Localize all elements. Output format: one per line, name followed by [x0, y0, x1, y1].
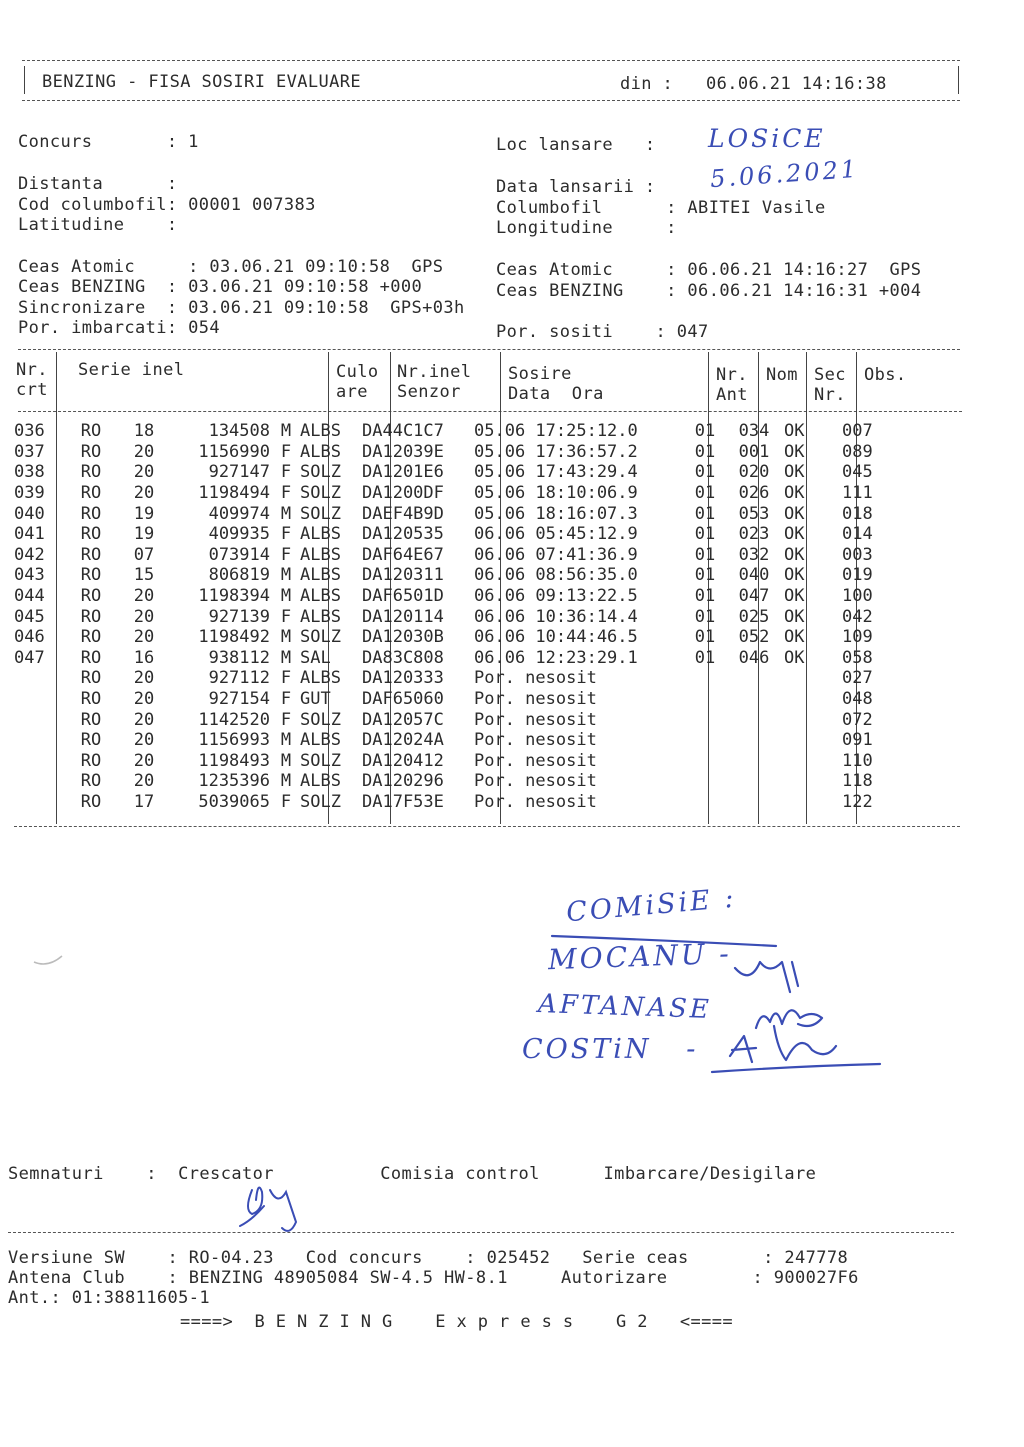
antenna-number: 01 [694, 503, 716, 524]
ring-year: 20 [133, 668, 155, 689]
sex-marker: F [280, 689, 292, 710]
sex-marker: M [280, 647, 292, 668]
row-number: 044 [14, 586, 45, 607]
table-row [14, 730, 912, 751]
color-code: ALBS [300, 544, 341, 565]
observation: 091 [842, 730, 873, 751]
security-status: OK [784, 421, 805, 442]
sex-marker: M [280, 730, 292, 751]
security-status [778, 771, 834, 792]
ring-number: 806819 [208, 565, 270, 586]
table-row [14, 462, 912, 483]
ring-year: 20 [133, 730, 155, 751]
table-row [14, 792, 912, 813]
ring-year: 20 [133, 771, 155, 792]
observation: 109 [842, 627, 873, 648]
ring-year: 19 [133, 503, 155, 524]
ring-number: 073914 [208, 544, 270, 565]
nominated-number: 047 [738, 586, 770, 607]
ring-number: 938112 [208, 647, 270, 668]
color-code: SOLZ [300, 791, 341, 812]
ring-year: 20 [133, 462, 155, 483]
security-status: OK [784, 483, 805, 504]
ring-number: 1198494 [198, 483, 270, 504]
antenna-number [680, 689, 730, 710]
ring-year: 20 [133, 750, 155, 771]
ring-number: 1198394 [198, 586, 270, 607]
table-row [14, 524, 912, 545]
table-row [14, 627, 912, 648]
ring-number: 5039065 [198, 791, 270, 812]
ring-number: 927112 [208, 668, 270, 689]
nominated-number [730, 751, 778, 772]
longitudine-line: Longitudine : [496, 218, 677, 238]
header-right-bar [958, 66, 959, 94]
color-code: ALBS [300, 565, 341, 586]
antenna-number: 01 [694, 586, 716, 607]
sex-marker: M [280, 750, 292, 771]
nominated-number [730, 792, 778, 813]
ring-number: 1156990 [198, 441, 270, 462]
security-status [778, 668, 834, 689]
sensor-id: DA120296 [362, 771, 444, 792]
table-row [14, 648, 912, 669]
ring-year: 20 [133, 483, 155, 504]
security-status: OK [784, 565, 805, 586]
row-number: 046 [14, 627, 45, 648]
country-code: RO [80, 586, 102, 607]
col-header-nom: Nom [766, 365, 798, 385]
table-row [14, 689, 912, 710]
commission-title: COMiSiE : [564, 882, 738, 929]
sensor-id: DA83C808 [362, 647, 444, 668]
color-code: GUT [300, 689, 331, 710]
sex-marker: M [280, 586, 292, 607]
arrival-time: 05.06 17:36:57.2 [474, 441, 638, 462]
ring-year: 19 [133, 524, 155, 545]
row-number: 047 [14, 647, 45, 668]
arrival-time: 06.06 05:45:12.9 [474, 524, 638, 545]
ring-number: 927154 [208, 689, 270, 710]
ring-year: 20 [133, 627, 155, 648]
observation: 100 [842, 586, 873, 607]
concurs-line: Concurs : 1 [18, 132, 199, 152]
sensor-id: DA120333 [362, 668, 444, 689]
ring-number: 1142520 [198, 709, 270, 730]
clock-left-2: Ceas BENZING : 03.06.21 09:10:58 +000 [18, 277, 423, 297]
antenna-number [680, 668, 730, 689]
observation: 058 [842, 647, 873, 668]
observation: 042 [842, 606, 873, 627]
arrival-time: 06.06 08:56:35.0 [474, 565, 638, 586]
nominated-number [730, 771, 778, 792]
sensor-id: DA44C1C7 [362, 421, 444, 442]
nominated-number: 052 [738, 627, 770, 648]
nominated-number: 046 [738, 647, 770, 668]
table-row [14, 586, 912, 607]
sex-marker: F [280, 483, 292, 504]
ring-year: 20 [133, 606, 155, 627]
observation: 003 [842, 544, 873, 565]
antenna-number: 01 [694, 421, 716, 442]
clock-right-1: Ceas Atomic : 06.06.21 14:16:27 GPS [496, 260, 922, 280]
ring-year: 20 [133, 441, 155, 462]
nominated-number: 053 [738, 503, 770, 524]
row-number [14, 709, 56, 730]
sex-marker: M [280, 771, 292, 792]
sex-marker: F [280, 668, 292, 689]
observation: 118 [842, 771, 873, 792]
loc-lansare-line: Loc lansare : [496, 135, 656, 155]
country-code: RO [80, 544, 102, 565]
antenna-number [680, 751, 730, 772]
ring-number: 927147 [208, 462, 270, 483]
arrival-time: Por. nesosit [474, 668, 597, 689]
arrival-time: Por. nesosit [474, 730, 597, 751]
ring-year: 20 [133, 586, 155, 607]
nominated-number: 026 [738, 483, 770, 504]
color-code: SAL [300, 647, 331, 668]
row-number: 045 [14, 606, 45, 627]
row-number [14, 730, 56, 751]
sensor-id: DAF6501D [362, 586, 444, 607]
sensor-id: DAF65060 [362, 689, 444, 710]
antenna-number: 01 [694, 441, 716, 462]
observation: 027 [842, 668, 873, 689]
color-code: ALBS [300, 421, 341, 442]
arrival-time: 06.06 10:44:46.5 [474, 627, 638, 648]
country-code: RO [80, 647, 102, 668]
country-code: RO [80, 524, 102, 545]
table-row [14, 503, 912, 524]
observation: 072 [842, 709, 873, 730]
col-header-secnr: Sec Nr. [814, 365, 846, 405]
col-header-serie: Serie inel [78, 360, 185, 380]
sensor-id: DA120412 [362, 750, 444, 771]
security-status [778, 689, 834, 710]
nominated-number: 040 [738, 565, 770, 586]
security-status [778, 709, 834, 730]
ring-number: 1235396 [198, 771, 270, 792]
ring-year: 07 [133, 544, 155, 565]
observation: 019 [842, 565, 873, 586]
arrival-time: 05.06 17:43:29.4 [474, 462, 638, 483]
arrival-time: 06.06 07:41:36.9 [474, 544, 638, 565]
security-status: OK [784, 524, 805, 545]
columbofil-line: Columbofil : ABITEI Vasile [496, 198, 826, 218]
header-top-rule [22, 60, 960, 61]
col-header-obs: Obs. [864, 365, 907, 385]
color-code: SOLZ [300, 462, 341, 483]
color-code: SOLZ [300, 709, 341, 730]
report-title: BENZING - FISA SOSIRI EVALUARE [42, 72, 362, 92]
sensor-id: DA1201E6 [362, 462, 444, 483]
observation: 111 [842, 483, 873, 504]
country-code: RO [80, 750, 102, 771]
country-code: RO [80, 606, 102, 627]
sositi-line: Por. sositi : 047 [496, 322, 709, 342]
footer-line-2: Antena Club : BENZING 48905084 SW-4.5 HW-8.1 Autorizare : 900027F6 [8, 1268, 859, 1288]
sex-marker: F [280, 544, 292, 565]
data-lansarii-handwritten: 5.06.2021 [709, 154, 860, 194]
sex-marker: M [280, 627, 292, 648]
arrival-time: Por. nesosit [474, 771, 597, 792]
table-row [14, 668, 912, 689]
row-number [14, 668, 56, 689]
ring-year: 18 [133, 421, 155, 442]
table-row [14, 771, 912, 792]
ring-number: 927139 [208, 606, 270, 627]
security-status: OK [784, 441, 805, 462]
color-code: ALBS [300, 730, 341, 751]
antenna-number: 01 [694, 544, 716, 565]
commission-member-1: MOCANU - [547, 936, 733, 977]
commission-member-3: COSTiN - [522, 1034, 699, 1065]
row-number [14, 792, 56, 813]
row-number [14, 771, 56, 792]
table-row [14, 606, 912, 627]
antenna-number: 01 [694, 606, 716, 627]
security-status: OK [784, 586, 805, 607]
country-code: RO [80, 668, 102, 689]
sex-marker: F [280, 441, 292, 462]
row-number [14, 751, 56, 772]
sex-marker: F [280, 709, 292, 730]
table-row [14, 545, 912, 566]
clock-left-3: Sincronizare : 03.06.21 09:10:58 GPS+03h [18, 298, 465, 318]
antenna-number: 01 [694, 647, 716, 668]
country-code: RO [80, 565, 102, 586]
nominated-number: 001 [738, 441, 770, 462]
nominated-number: 034 [738, 421, 770, 442]
security-status: OK [784, 627, 805, 648]
row-number: 043 [14, 565, 45, 586]
color-code: ALBS [300, 586, 341, 607]
imbarcati-line: Por. imbarcati: 054 [18, 318, 221, 338]
clock-right-2: Ceas BENZING : 06.06.21 14:16:31 +004 [496, 281, 922, 301]
nominated-number: 025 [738, 606, 770, 627]
color-code: ALBS [300, 524, 341, 545]
antenna-number [680, 730, 730, 751]
sex-marker: M [280, 421, 292, 442]
nominated-number [730, 689, 778, 710]
ring-year: 16 [133, 647, 155, 668]
country-code: RO [80, 441, 102, 462]
ring-number: 134508 [208, 421, 270, 442]
table-bottom-rule [14, 826, 960, 827]
color-code: SOLZ [300, 503, 341, 524]
antenna-number: 01 [694, 483, 716, 504]
antenna-number: 01 [694, 627, 716, 648]
arrival-time: 05.06 17:25:12.0 [474, 421, 638, 442]
din-label: din : [620, 74, 674, 94]
signature-3 [712, 1026, 880, 1072]
security-status: OK [784, 647, 805, 668]
loc-lansare-handwritten: LOSiCE [708, 124, 826, 153]
commission-member-2: AFTANASE [537, 988, 713, 1026]
signatures-line: Semnaturi : Crescator Comisia control Imbarcare/Desigilare [8, 1164, 817, 1184]
country-code: RO [80, 627, 102, 648]
arrival-time: Por. nesosit [474, 791, 597, 812]
sensor-id: DA120114 [362, 606, 444, 627]
data-lansarii-line: Data lansarii : [496, 177, 656, 197]
row-number: 037 [14, 441, 45, 462]
sex-marker: F [280, 791, 292, 812]
antenna-number [680, 771, 730, 792]
color-code: SOLZ [300, 750, 341, 771]
observation: 007 [842, 421, 873, 442]
crescator-signature [240, 1188, 296, 1231]
antenna-number: 01 [694, 524, 716, 545]
row-number: 039 [14, 483, 45, 504]
security-status [778, 730, 834, 751]
country-code: RO [80, 503, 102, 524]
nominated-number: 023 [738, 524, 770, 545]
arrival-time: 05.06 18:10:06.9 [474, 483, 638, 504]
cod-columbofil-line: Cod columbofil: 00001 007383 [18, 195, 316, 215]
footer-line-1: Versiune SW : RO-04.23 Cod concurs : 025452 Serie ceas : 247778 [8, 1248, 849, 1268]
observation: 018 [842, 503, 873, 524]
header-left-bar [24, 66, 25, 94]
ring-year: 20 [133, 709, 155, 730]
security-status: OK [784, 462, 805, 483]
antenna-number: 01 [694, 565, 716, 586]
signature-1 [735, 962, 798, 992]
arrivals-table [14, 421, 912, 812]
security-status [778, 751, 834, 772]
country-code: RO [80, 421, 102, 442]
color-code: ALBS [300, 606, 341, 627]
arrival-time: Por. nesosit [474, 689, 597, 710]
arrival-time: 05.06 18:16:07.3 [474, 503, 638, 524]
clock-left-1: Ceas Atomic : 03.06.21 09:10:58 GPS [18, 257, 444, 277]
signature-2 [756, 1010, 822, 1028]
color-code: ALBS [300, 668, 341, 689]
security-status: OK [784, 503, 805, 524]
country-code: RO [80, 730, 102, 751]
sensor-id: DA120535 [362, 524, 444, 545]
sex-marker: M [280, 503, 292, 524]
table-row [14, 421, 912, 442]
nominated-number: 020 [738, 462, 770, 483]
sex-marker: F [280, 606, 292, 627]
col-header-nrant: Nr. Ant [716, 365, 748, 405]
col-header-culoare: Culo are [336, 362, 379, 402]
country-code: RO [80, 483, 102, 504]
observation: 048 [842, 689, 873, 710]
ring-number: 1156993 [198, 730, 270, 751]
sex-marker: F [280, 462, 292, 483]
nominated-number: 032 [738, 544, 770, 565]
color-code: ALBS [300, 771, 341, 792]
header-bottom-rule [22, 100, 960, 101]
nominated-number [730, 668, 778, 689]
row-number: 038 [14, 462, 45, 483]
nominated-number [730, 709, 778, 730]
ring-number: 1198492 [198, 627, 270, 648]
sex-marker: F [280, 524, 292, 545]
country-code: RO [80, 771, 102, 792]
color-code: SOLZ [300, 483, 341, 504]
ring-year: 20 [133, 689, 155, 710]
col-header-sosire: Sosire Data Ora [508, 364, 604, 404]
antenna-number: 01 [694, 462, 716, 483]
table-header-rule [18, 411, 962, 412]
sensor-id: DAF64E67 [362, 544, 444, 565]
footer-rule [8, 1232, 954, 1233]
ring-year: 15 [133, 565, 155, 586]
antenna-number [680, 792, 730, 813]
country-code: RO [80, 791, 102, 812]
arrival-time: Por. nesosit [474, 750, 597, 771]
observation: 089 [842, 441, 873, 462]
table-top-rule [18, 349, 960, 350]
ring-year: 17 [133, 791, 155, 812]
sensor-id: DA1200DF [362, 483, 444, 504]
smudge-mark [34, 956, 62, 964]
observation: 014 [842, 524, 873, 545]
ring-number: 409974 [208, 503, 270, 524]
row-number: 036 [14, 421, 45, 442]
row-number: 041 [14, 524, 45, 545]
row-number: 042 [14, 544, 45, 565]
color-code: ALBS [300, 441, 341, 462]
security-status: OK [784, 544, 805, 565]
sex-marker: M [280, 565, 292, 586]
report-datetime: 06.06.21 14:16:38 [706, 74, 887, 94]
latitudine-line: Latitudine : [18, 215, 178, 235]
security-status: OK [784, 606, 805, 627]
color-code: SOLZ [300, 627, 341, 648]
row-number [14, 689, 56, 710]
sensor-id: DA12030B [362, 627, 444, 648]
footer-line-3: Ant.: 01:38811605-1 [8, 1288, 211, 1308]
sensor-id: DA12057C [362, 709, 444, 730]
col-header-nrinel: Nr.inel Senzor [397, 362, 472, 402]
observation: 110 [842, 750, 873, 771]
arrival-time: 06.06 10:36:14.4 [474, 606, 638, 627]
antenna-number [680, 709, 730, 730]
nominated-number [730, 730, 778, 751]
ring-number: 409935 [208, 524, 270, 545]
table-row [14, 442, 912, 463]
table-row [14, 709, 912, 730]
sensor-id: DA12039E [362, 441, 444, 462]
observation: 045 [842, 462, 873, 483]
country-code: RO [80, 689, 102, 710]
table-row [14, 483, 912, 504]
sensor-id: DA12024A [362, 730, 444, 751]
ring-number: 1198493 [198, 750, 270, 771]
security-status [778, 792, 834, 813]
sensor-id: DA17F53E [362, 791, 444, 812]
distanta-line: Distanta : [18, 174, 178, 194]
country-code: RO [80, 709, 102, 730]
sensor-id: DA120311 [362, 565, 444, 586]
table-row [14, 751, 912, 772]
col-header-nr: Nr. crt [16, 360, 48, 400]
arrival-time: 06.06 12:23:29.1 [474, 647, 638, 668]
country-code: RO [80, 462, 102, 483]
sensor-id: DAEF4B9D [362, 503, 444, 524]
arrival-time: Por. nesosit [474, 709, 597, 730]
arrival-time: 06.06 09:13:22.5 [474, 586, 638, 607]
row-number: 040 [14, 503, 45, 524]
observation: 122 [842, 791, 873, 812]
benzing-banner: ====> B E N Z I N G E x p r e s s G 2 <==== [180, 1312, 734, 1332]
table-row [14, 565, 912, 586]
